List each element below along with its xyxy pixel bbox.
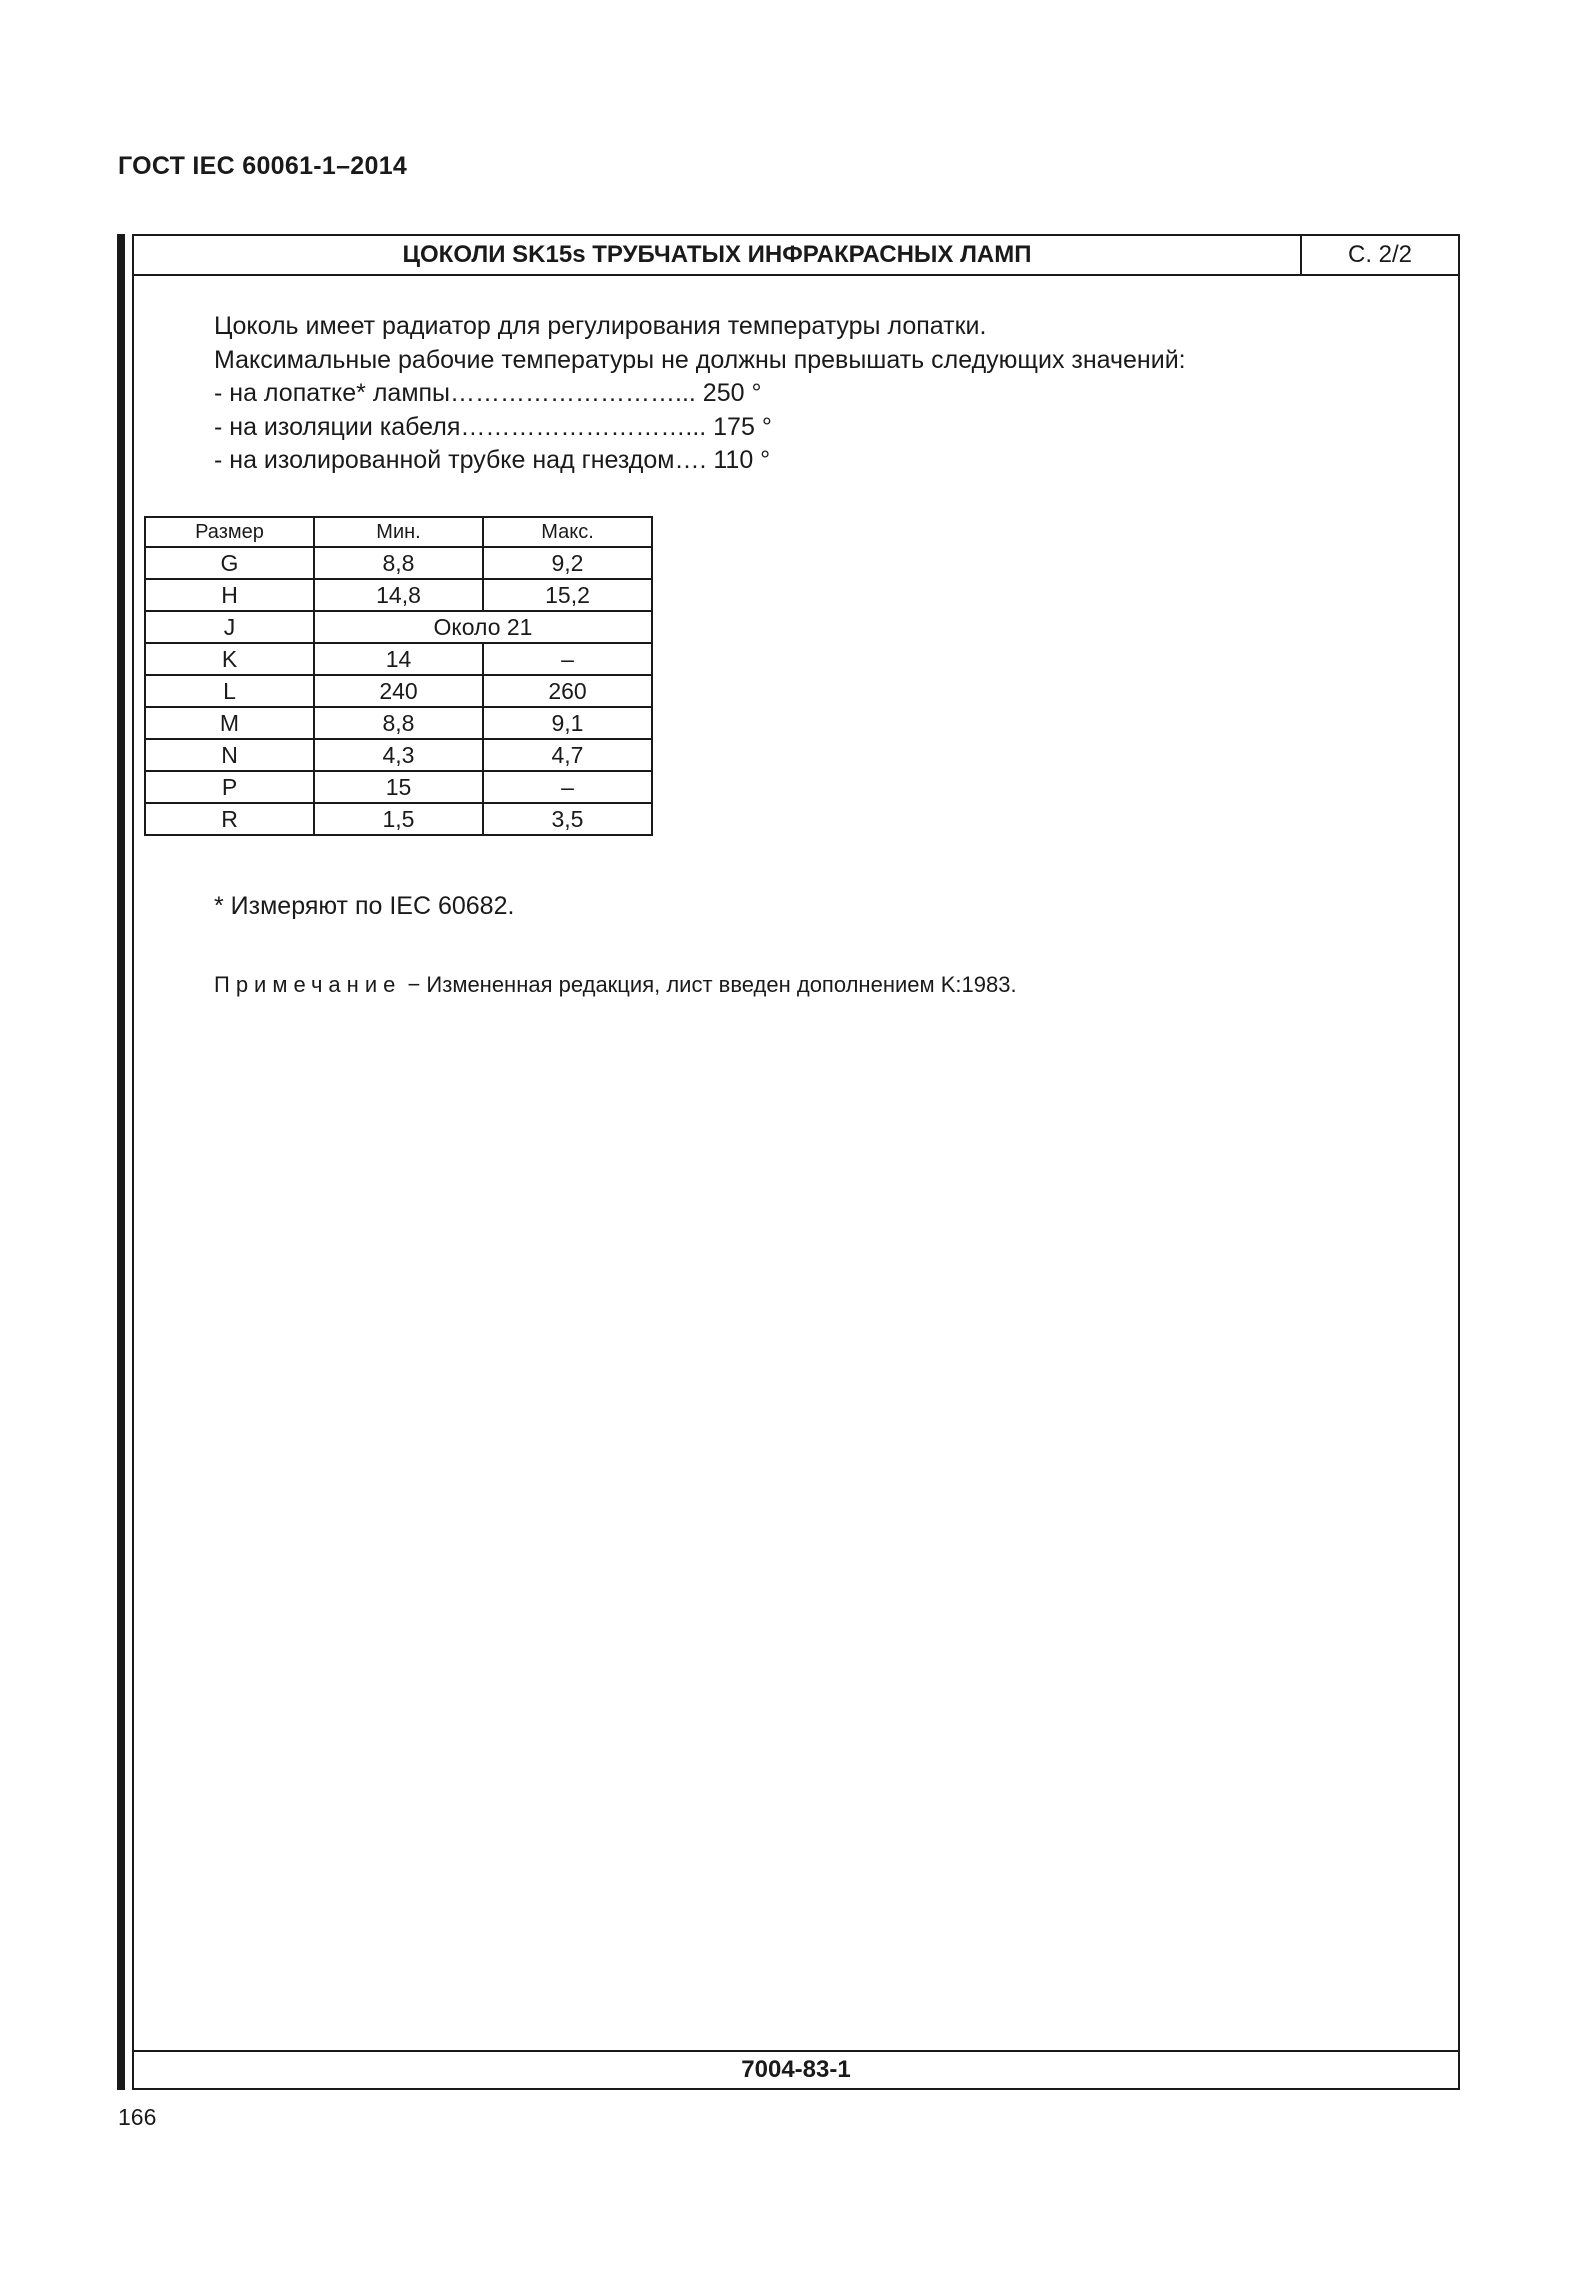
margin-bar: [117, 234, 125, 2090]
table-row: [145, 611, 652, 643]
sheet-title: ЦОКОЛИ SK15s ТРУБЧАТЫХ ИНФРАКРАСНЫХ ЛАМП: [134, 236, 1302, 274]
note: [214, 972, 1017, 998]
footnote: * Измеряют по IEC 60682.: [214, 892, 515, 920]
cell-size: K: [145, 643, 314, 675]
table-row: [145, 803, 652, 835]
intro-text: [214, 310, 1186, 478]
intro-line: - на изолированной трубке над гнездом…. 110 °: [214, 446, 771, 474]
page-number: 166: [118, 2104, 157, 2130]
table-row: [145, 707, 652, 739]
cell-min: 8,8: [314, 547, 483, 579]
cell-size: H: [145, 579, 314, 611]
intro-line: Максимальные рабочие температуры не должны превышать следующих значений:: [214, 345, 1186, 374]
table-header-row: [145, 517, 652, 547]
header-min: Мин.: [314, 517, 483, 547]
sheet-code: 7004-83-1: [134, 2050, 1458, 2088]
intro-line: - на лопатке* лампы………………………... 250 °: [214, 379, 762, 407]
cell-size: P: [145, 771, 314, 803]
cell-max: 9,2: [483, 547, 652, 579]
cell-min: 14,8: [314, 579, 483, 611]
intro-line: - на изоляции кабеля………………………... 175 °: [214, 412, 772, 441]
cell-size: J: [145, 611, 314, 643]
cell-max: 4,7: [483, 739, 652, 771]
cell-max: 260: [483, 675, 652, 707]
cell-max: –: [483, 771, 652, 803]
intro-line: Цоколь имеет радиатор для регулирования температуры лопатки.: [214, 312, 987, 340]
cell-min: 4,3: [314, 739, 483, 771]
sheet-page-indicator: С. 2/2: [1347, 241, 1413, 268]
sheet-frame: [132, 234, 1460, 2090]
note-label: Примечание: [214, 972, 402, 997]
cell-max: 9,1: [483, 707, 652, 739]
cell-min: 1,5: [314, 803, 483, 835]
cell-max: 15,2: [483, 579, 652, 611]
cell-min: 15: [314, 771, 483, 803]
table-row: [145, 739, 652, 771]
header-size: Размер: [145, 517, 314, 547]
cell-size: N: [145, 739, 314, 771]
cell-min: 14: [314, 643, 483, 675]
dimensions-table: [144, 516, 653, 836]
note-text: − Измененная редакция, лист введен дополнением K:1983.: [401, 972, 1017, 997]
cell-size: L: [145, 675, 314, 707]
cell-size: R: [145, 803, 314, 835]
sheet-header: [134, 236, 1458, 276]
table-row: [145, 547, 652, 579]
document-id: ГОСТ IEC 60061-1–2014: [118, 152, 408, 180]
cell-max: –: [483, 643, 652, 675]
table-row: [145, 771, 652, 803]
table-row: [145, 675, 652, 707]
cell-size: M: [145, 707, 314, 739]
cell-max: 3,5: [483, 803, 652, 835]
header-max: Макс.: [483, 517, 652, 547]
cell-min: 240: [314, 675, 483, 707]
table-row: [145, 579, 652, 611]
table-row: [145, 643, 652, 675]
cell-size: G: [145, 547, 314, 579]
cell-merged: Около 21: [314, 611, 652, 643]
cell-min: 8,8: [314, 707, 483, 739]
